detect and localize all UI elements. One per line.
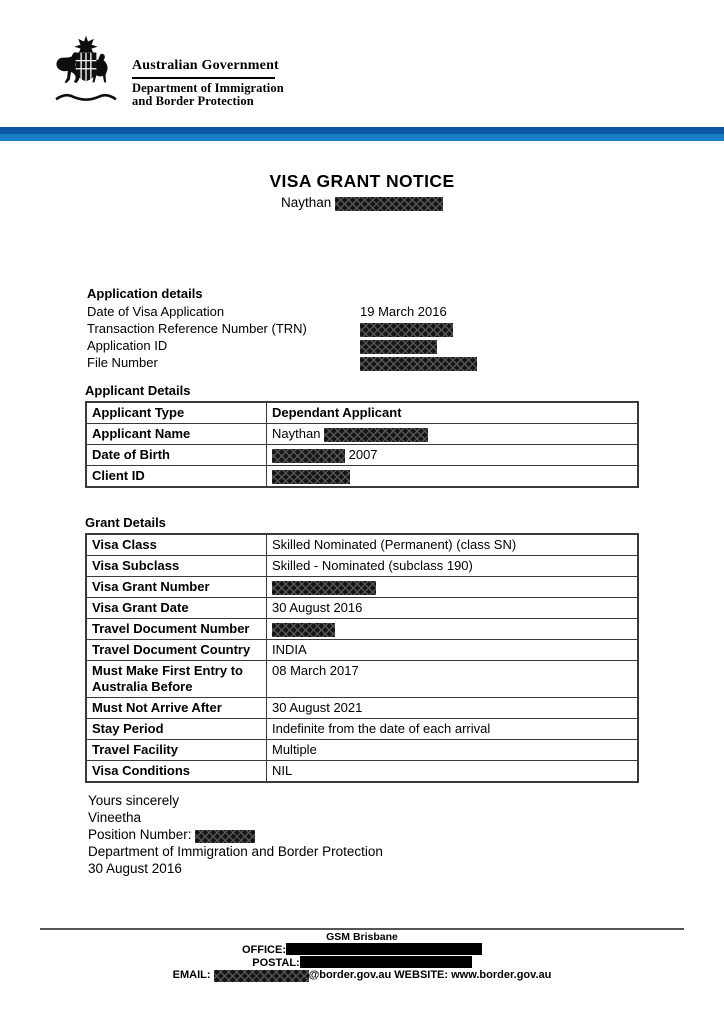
row-value: [267, 598, 639, 619]
page-title: VISA GRANT NOTICE: [269, 171, 455, 191]
value-text: 30 August 2016: [88, 861, 182, 876]
text-line: [88, 860, 383, 877]
row-label: Visa Grant Date: [86, 598, 267, 619]
value-text: EMAIL:: [172, 969, 214, 981]
table-row: [86, 740, 638, 761]
value-text: @border.gov.au WEBSITE: www.border.gov.au: [308, 969, 552, 981]
value-text: 30 August 2021: [272, 700, 363, 715]
row-label: Client ID: [86, 466, 267, 488]
row-value: [267, 534, 639, 556]
redacted-value-block: [195, 830, 255, 843]
redacted-value-block: [324, 428, 428, 442]
detail-row: [87, 320, 647, 337]
row-label: Applicant Type: [86, 402, 267, 424]
section-heading: Applicant Details: [85, 383, 191, 398]
table-row: [86, 534, 638, 556]
row-value: [360, 303, 647, 320]
table-row: [86, 598, 638, 619]
detail-row: [87, 337, 647, 354]
value-text: NIL: [272, 763, 293, 778]
grant-details-section: [85, 515, 639, 783]
row-value: [267, 466, 639, 488]
row-label: Date of Visa Application: [87, 304, 225, 319]
row-value: [267, 661, 639, 698]
value-text: 2007: [345, 447, 378, 462]
redacted-value-block: [335, 197, 443, 211]
table-row: [86, 445, 638, 466]
redacted-value-bar: [286, 943, 482, 955]
value-text: Indefinite from the date of each arrival: [272, 721, 491, 736]
text-line: [88, 792, 383, 809]
row-value: [267, 761, 639, 783]
processing-office-name: GSM Brisbane: [326, 931, 398, 943]
addressee-name: [0, 194, 724, 211]
row-value: [267, 740, 639, 761]
redacted-value-block: [360, 323, 453, 337]
row-value: [360, 354, 647, 371]
agency-titles: [132, 58, 284, 108]
value-text: 30 August 2016: [272, 600, 363, 615]
signature-block: [88, 792, 383, 877]
text-line: [88, 826, 383, 843]
row-label: Must Not Arrive After: [86, 698, 267, 719]
value-text: 08 March 2017: [272, 663, 359, 678]
row-label: Visa Subclass: [86, 556, 267, 577]
row-label: Date of Birth: [86, 445, 267, 466]
value-text: Department of Immigration and Border Protection: [88, 844, 383, 859]
department-name: Department of Immigration and Border Protection: [132, 81, 284, 108]
application-details-section: [87, 286, 647, 371]
table-row: [86, 577, 638, 598]
row-label: Travel Document Country: [86, 640, 267, 661]
table-row: [86, 661, 638, 698]
detail-row: [87, 303, 647, 320]
value-text: Multiple: [272, 742, 317, 757]
title-block: [0, 171, 724, 211]
value-text: Naythan: [272, 426, 325, 441]
header: [47, 33, 284, 111]
section-heading: Application details: [87, 286, 203, 301]
value-text: Skilled Nominated (Permanent) (class SN): [272, 537, 517, 552]
row-label: Must Make First Entry to Australia Before: [86, 661, 267, 698]
table-row: [86, 402, 638, 424]
grant-details-table: [85, 533, 639, 783]
value-text: Position Number:: [88, 827, 196, 842]
value-text: Skilled - Nominated (subclass 190): [272, 558, 473, 573]
row-value: [267, 719, 639, 740]
table-row: [86, 719, 638, 740]
row-value: [267, 402, 639, 424]
row-value: [267, 698, 639, 719]
applicant-details-table: [85, 401, 639, 488]
row-value: [267, 640, 639, 661]
redacted-value-block: [272, 623, 335, 637]
value-text: OFFICE:: [242, 944, 286, 956]
row-value: [267, 619, 639, 640]
table-row: [86, 698, 638, 719]
value-text: POSTAL:: [252, 956, 300, 969]
table-row: [86, 424, 638, 445]
table-row: [86, 466, 638, 488]
row-value: [360, 337, 647, 354]
row-label: Travel Document Number: [86, 619, 267, 640]
blue-banner-bar: [0, 127, 724, 141]
text-line: [88, 843, 383, 860]
applicant-details-section: [85, 383, 639, 488]
redacted-value-bar: [300, 956, 472, 968]
agency-divider: [132, 77, 275, 79]
application-details-rows: [87, 303, 647, 371]
footer: [0, 928, 724, 982]
row-label: Stay Period: [86, 719, 267, 740]
row-label: File Number: [87, 355, 158, 370]
redacted-value-block: [272, 470, 350, 484]
row-label: Transaction Reference Number (TRN): [87, 321, 307, 336]
table-row: [86, 761, 638, 783]
redacted-value-block: [214, 970, 309, 982]
row-label: Visa Conditions: [86, 761, 267, 783]
row-value: [267, 556, 639, 577]
row-label: Travel Facility: [86, 740, 267, 761]
text-line: [0, 957, 724, 970]
text-line: [0, 969, 724, 982]
detail-row: [87, 354, 647, 371]
row-label: Visa Grant Number: [86, 577, 267, 598]
redacted-value-block: [360, 357, 477, 371]
redacted-value-block: [360, 340, 437, 354]
value-text: Vineetha: [88, 810, 142, 825]
australian-coat-of-arms-icon: [47, 33, 125, 111]
row-label: Visa Class: [86, 534, 267, 556]
row-value: [267, 577, 639, 598]
value-text: INDIA: [272, 642, 307, 657]
table-row: [86, 556, 638, 577]
government-name: Australian Government: [132, 58, 279, 73]
value-text: 19 March 2016: [360, 304, 447, 319]
footer-contact-lines: [0, 944, 724, 982]
redacted-value-block: [272, 581, 376, 595]
value-text: Dependant Applicant: [272, 405, 402, 420]
row-label: Applicant Name: [86, 424, 267, 445]
redacted-value-block: [272, 449, 345, 463]
section-heading: Grant Details: [85, 515, 166, 530]
value-text: Yours sincerely: [88, 793, 180, 808]
row-value: [360, 320, 647, 337]
row-label: Application ID: [87, 338, 168, 353]
row-value: [267, 424, 639, 445]
table-row: [86, 640, 638, 661]
text-line: [88, 809, 383, 826]
footer-divider: [40, 928, 684, 930]
table-row: [86, 619, 638, 640]
row-value: [267, 445, 639, 466]
value-text: Naythan: [280, 195, 336, 210]
